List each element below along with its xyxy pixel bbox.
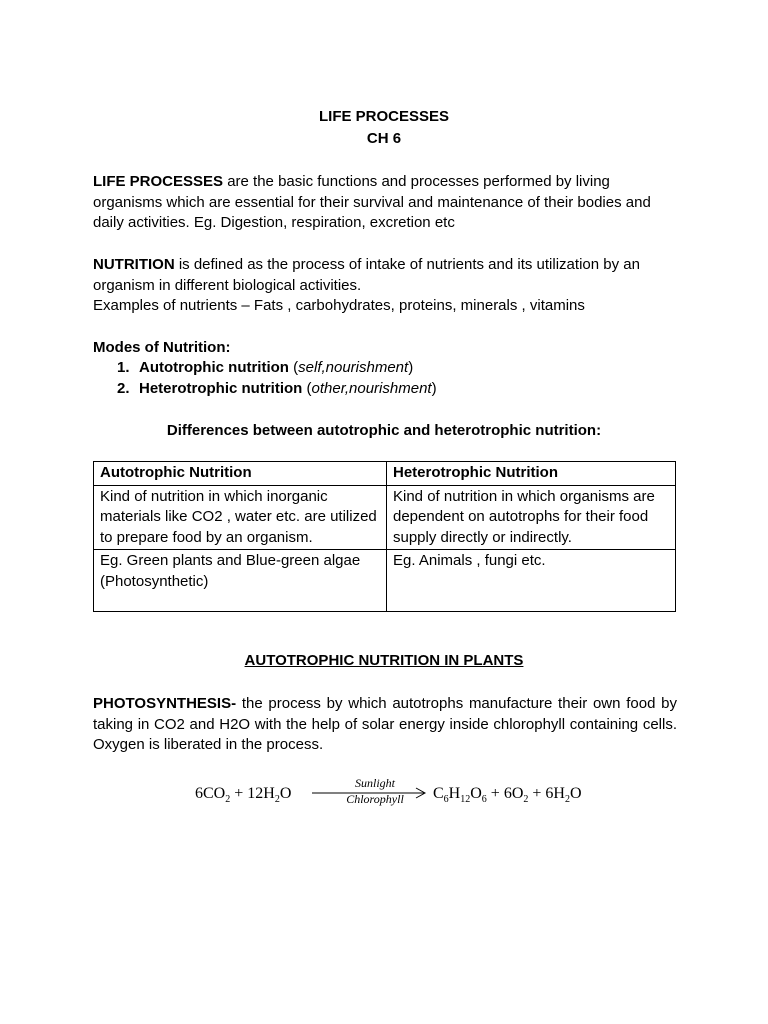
paren-open: ( [302, 379, 312, 397]
page-title: LIFE PROCESSES [318, 108, 450, 125]
paren-close: ) [431, 379, 437, 397]
table-row [94, 550, 676, 612]
list-item [117, 358, 437, 379]
photosynthesis-equation [190, 774, 610, 814]
mode-label: Heterotrophic nutrition [139, 379, 303, 397]
table-row [94, 485, 676, 550]
list-number: 1. [117, 359, 130, 376]
list-number: 2. [117, 379, 130, 397]
table-header-row [94, 462, 676, 486]
arrow-label-under: Chlorophyll [346, 792, 404, 806]
table-cell: Kind of nutrition in which organisms are dependent on autotrophs for their food supply directly or indirectly. [387, 485, 676, 550]
life-processes-definition: are the basic functions and processes performed by living organisms which are essential for their survival and maintenance of their bodies and daily activities. Eg. Digestion, respiration, excretion etc [93, 173, 651, 231]
arrow-label-over: Sunlight [354, 776, 395, 790]
nutrition-definition: is defined as the process of intake of nutrients and its utilization by an organism in different biological activities. [93, 256, 640, 294]
column-header: Heterotrophic Nutrition [387, 462, 676, 486]
column-header: Autotrophic Nutrition [94, 462, 387, 486]
nutrient-examples: Examples of nutrients – Fats , carbohydrates, proteins, minerals , vitamins [93, 297, 585, 314]
section-heading: AUTOTROPHIC NUTRITION IN PLANTS [244, 652, 524, 669]
list-item [117, 379, 437, 400]
table-cell: Kind of nutrition in which inorganic materials like CO2 , water etc. are utilized to prepare food by an organism. [94, 485, 387, 550]
nutrition-term: NUTRITION [93, 256, 175, 273]
differences-heading: Differences between autotrophic and heterotrophic nutrition: [166, 422, 602, 439]
modes-heading: Modes of Nutrition: [93, 339, 231, 356]
mode-note: self,nourishment [298, 359, 409, 376]
photosynthesis-paragraph [93, 694, 677, 756]
paren-close: ) [408, 359, 414, 376]
modes-list [117, 358, 437, 399]
nutrition-paragraph [93, 255, 677, 317]
photosynthesis-term: PHOTOSYNTHESIS- [93, 695, 237, 712]
photosynthesis-definition: the process by which autotrophs manufacture their own food by taking in CO2 and H2O with the help of solar energy inside chlorophyll containing cells. Oxygen is liberated in the process. [93, 695, 677, 753]
differences-table [93, 461, 676, 612]
life-processes-paragraph [93, 172, 677, 234]
life-processes-term: LIFE PROCESSES [93, 173, 224, 190]
equation-products: $C_6H_{12}O_6 + 6O_2 + 6H_2O$ [433, 785, 582, 806]
mode-label: Autotrophic nutrition [139, 359, 289, 376]
equation-reactants: $6CO_2 + 12H_2O$ [195, 785, 292, 806]
table-cell: Eg. Green plants and Blue-green algae (Photosynthetic) [94, 550, 387, 612]
table-cell: Eg. Animals , fungi etc. [387, 550, 676, 612]
paren-open: ( [288, 359, 299, 376]
chapter-label: CH 6 [366, 130, 402, 147]
mode-note: other,nourishment [311, 379, 432, 397]
